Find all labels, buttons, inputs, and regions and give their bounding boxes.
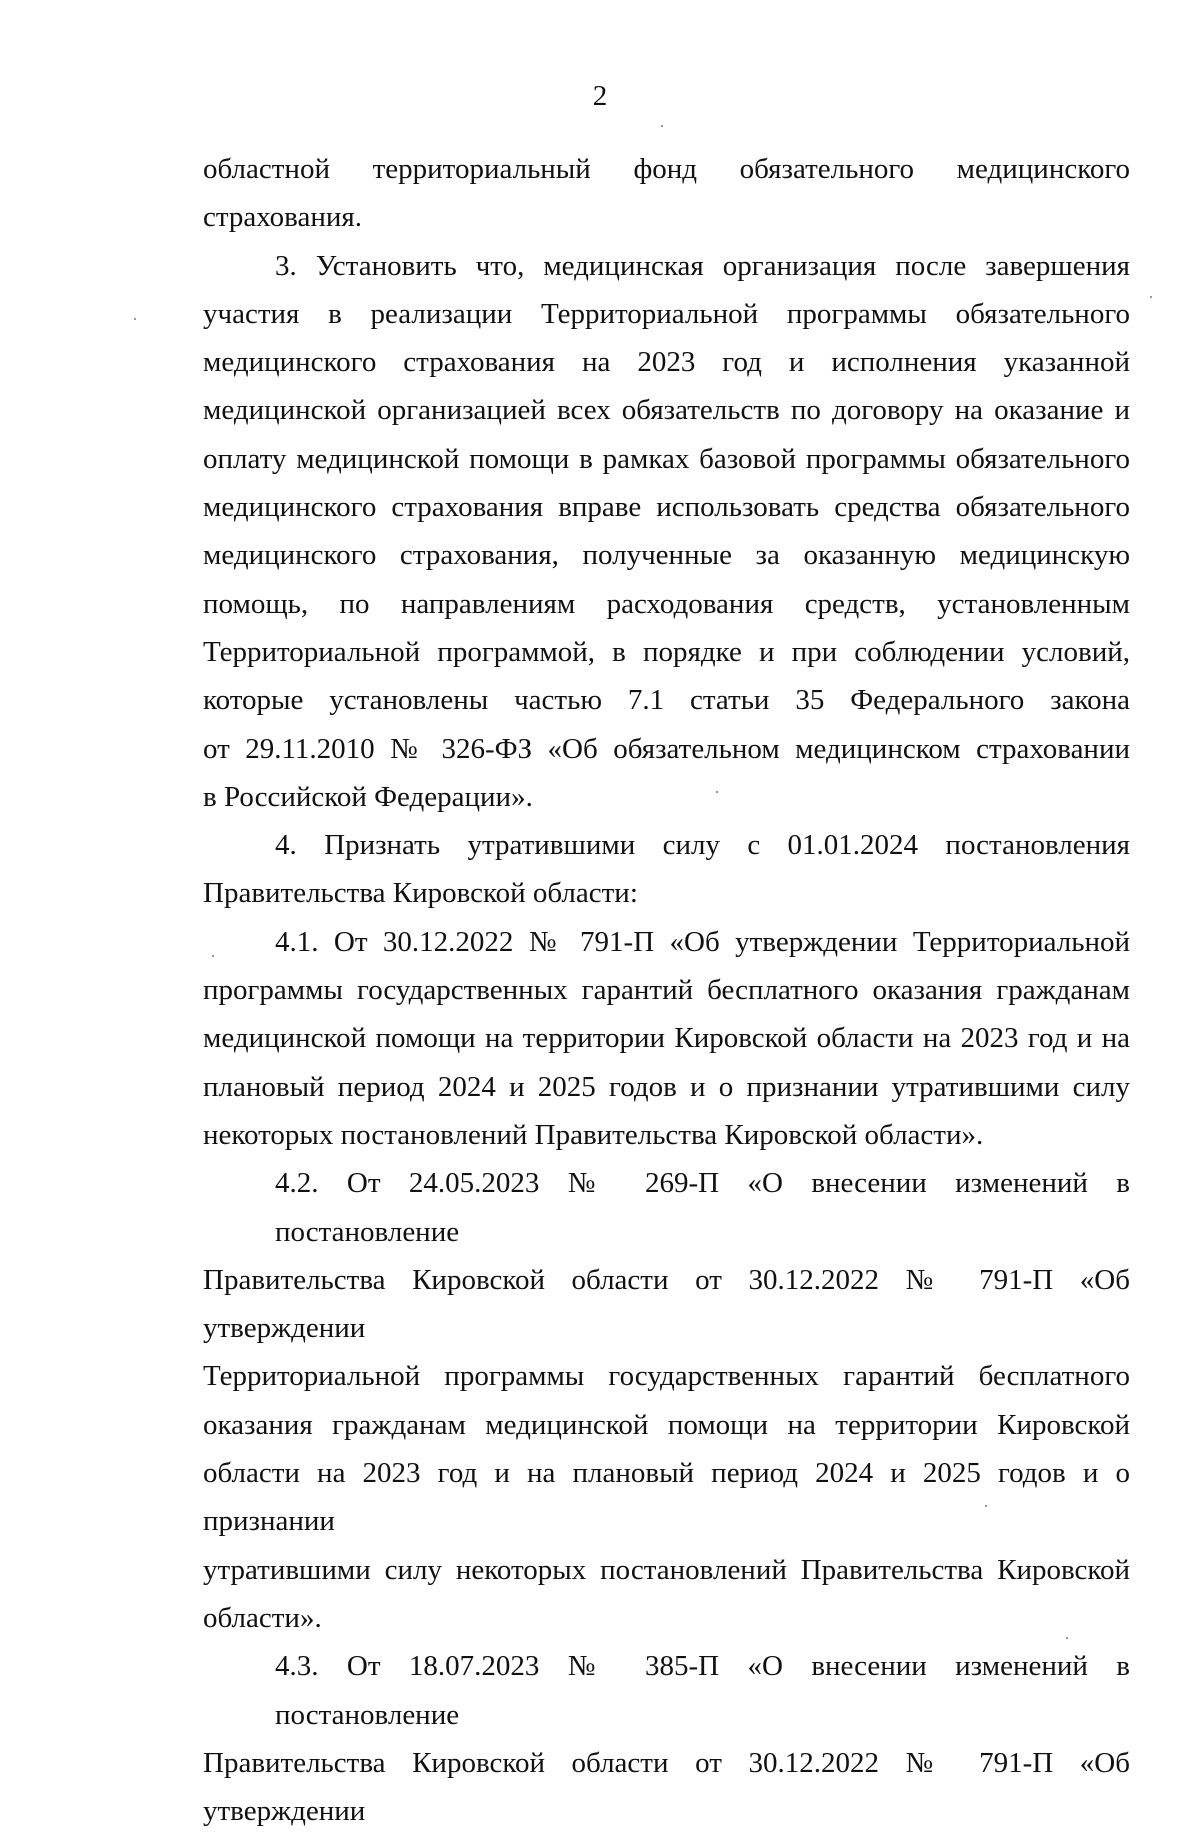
scan-speck [1150, 296, 1152, 298]
text-line: области». [203, 1601, 322, 1634]
text-line: в Российской Федерации». [203, 780, 533, 813]
text-line: программы государственных гарантий бесплатного оказания гражданам [203, 974, 1130, 1007]
text-line: области на 2023 год и на плановый период 2024 и 2025 годов и о признании [203, 1457, 1130, 1538]
paragraph-p43 [203, 1642, 1130, 1835]
text-line: плановый период 2024 и 2025 годов и о признании утратившими силу [203, 1070, 1130, 1103]
text-line: утратившими силу некоторых постановлений Правительства Кировской [203, 1553, 1130, 1586]
paragraph-p4 [203, 821, 1130, 918]
text-line: Правительства Кировской области от 30.12.2022 № 791-П «Об утверждении [203, 1746, 1130, 1828]
text-line: 4.3. От 18.07.2023 № 385-П «О внесении изменений в постановление [275, 1650, 1130, 1731]
text-line: помощь, по направлениям расходования средств, установленным [203, 587, 1130, 620]
text-line: областной территориальный фонд обязательного медицинского [203, 153, 1130, 185]
paragraph-p42 [203, 1159, 1130, 1642]
paragraph-p41 [203, 918, 1130, 1159]
text-line: которые установлены частью 7.1 статьи 35 Федерального закона [203, 684, 1130, 717]
scan-speck [1066, 1637, 1068, 1639]
text-line: Правительства Кировской области от 30.12.2022 № 791-П «Об утверждении [203, 1263, 1130, 1345]
scan-speck [661, 125, 663, 127]
text-line: оплату медицинской помощи в рамках базовой программы обязательного [203, 442, 1130, 475]
text-line: медицинского страхования вправе использовать средства обязательного [203, 491, 1130, 524]
scan-speck [212, 955, 214, 957]
text-line: 3. Установить что, медицинская организация после завершения [275, 249, 1130, 282]
text-line: участия в реализации Территориальной программы обязательного [203, 297, 1130, 330]
text-line: от 29.11.2010 № 326-ФЗ «Об обязательном медицинском страховании [203, 732, 1130, 765]
text-line: Территориальной программой, в порядке и при соблюдении условий, [203, 635, 1130, 668]
text-line: страхования. [203, 201, 362, 234]
text-line: Правительства Кировской области: [203, 877, 638, 910]
paragraph-p0 [203, 145, 1130, 242]
scan-speck [134, 318, 136, 320]
text-line: медицинской помощи на территории Кировской области на 2023 год и на [203, 1022, 1130, 1055]
text-line: некоторых постановлений Правительства Кировской области». [203, 1118, 984, 1151]
text-line: 4.2. От 24.05.2023 № 269-П «О внесении изменений в постановление [275, 1167, 1130, 1248]
text-line: 4. Признать утратившими силу с 01.01.2024 постановления [275, 829, 1130, 862]
scan-speck [985, 1505, 987, 1507]
text-line: Территориальной программы государственных гарантий бесплатного [203, 1360, 1130, 1393]
text-line: медицинского страхования на 2023 год и исполнения указанной [203, 346, 1130, 379]
text-line: 4.1. От 30.12.2022 № 791-П «Об утверждении Территориальной [275, 925, 1130, 958]
paragraph-p3 [203, 242, 1130, 822]
document-body [203, 145, 1130, 1835]
scan-speck [716, 791, 718, 793]
text-line: оказания гражданам медицинской помощи на территории Кировской [203, 1408, 1130, 1441]
page-number: 2 [592, 80, 608, 112]
text-line: медицинской организацией всех обязательств по договору на оказание и [203, 394, 1130, 427]
text-line: медицинского страхования, полученные за оказанную медицинскую [203, 539, 1130, 572]
